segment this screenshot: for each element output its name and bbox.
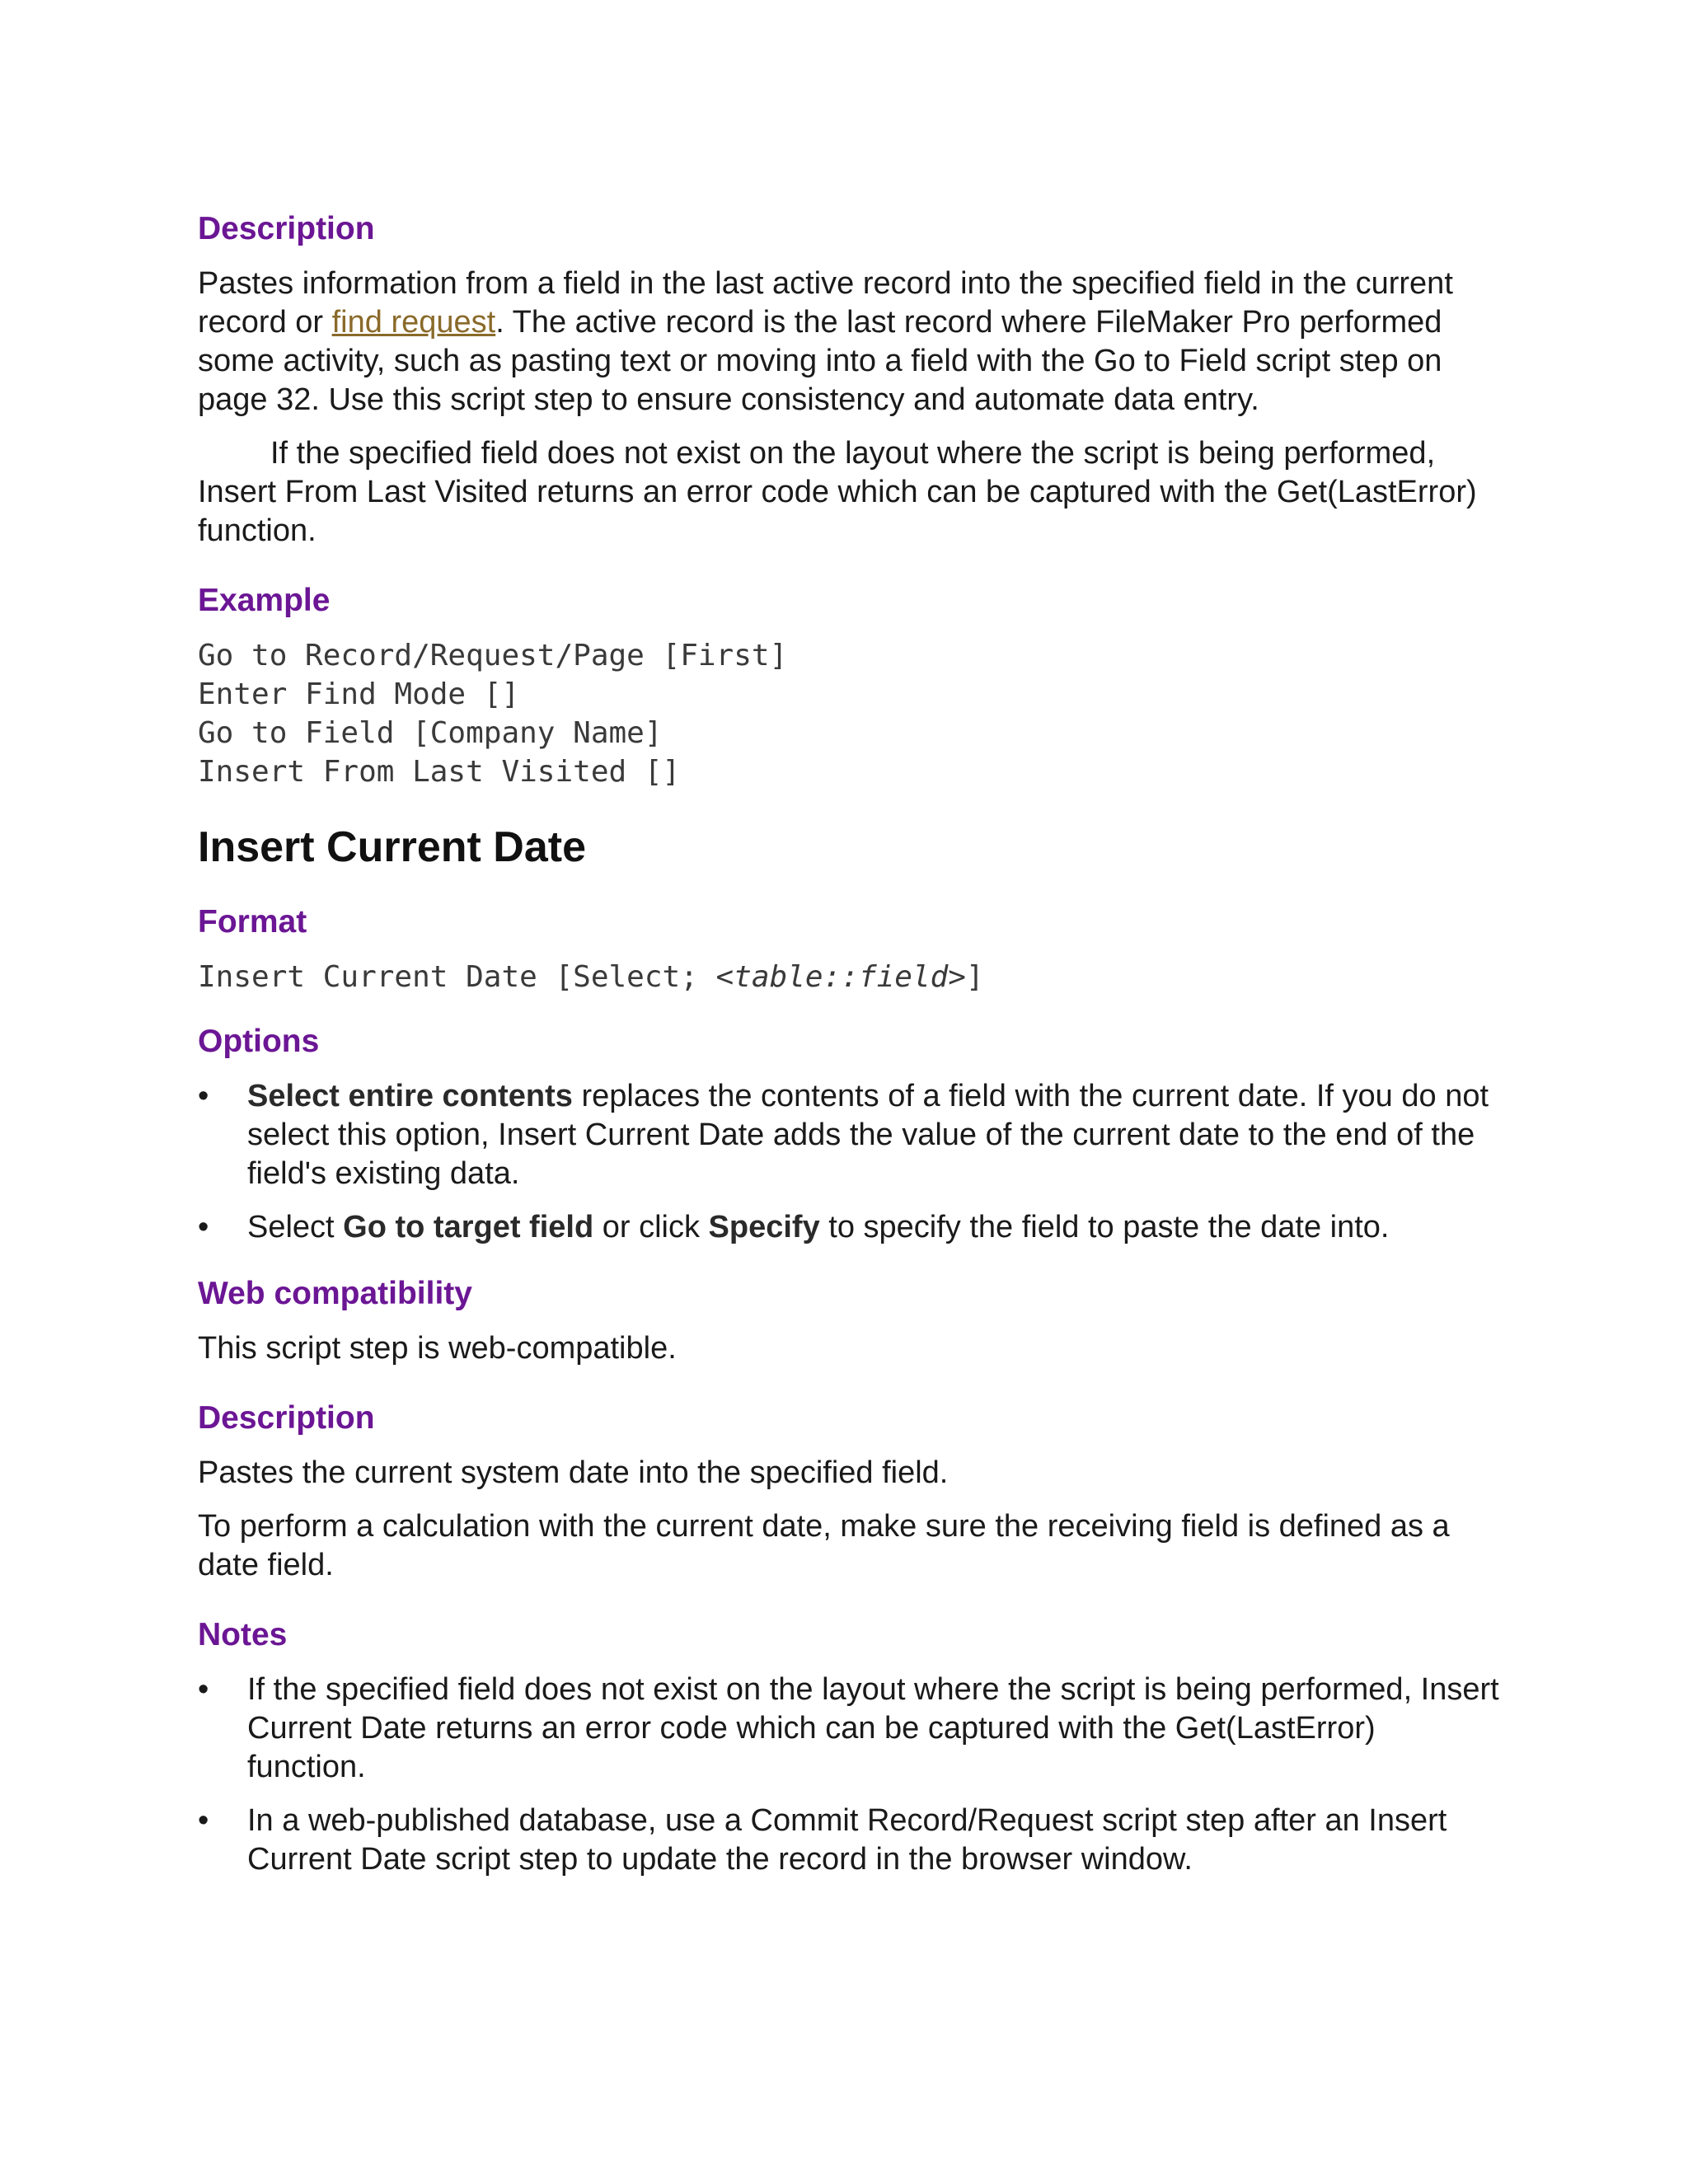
description-text-before-link: Pastes information from a field in the last active record into the specified field in the current record or [198,266,1453,340]
description-paragraph: Pastes the current system date into the specified field. [198,1455,949,1490]
option-name: Go to target field [343,1210,594,1244]
format-code-param: <table::field> [715,960,966,994]
web-compatibility-text: This script step is web-compatible. [198,1331,677,1366]
format-code [198,958,1500,996]
options-heading: Options [198,1024,320,1059]
example-code-line: Go to Field [Company Name] [198,716,663,750]
option-name: Specify [708,1210,820,1244]
description-paragraph: To perform a calculation with the current date, make sure the receiving field is defined as a date field. [198,1509,1450,1582]
bullet-icon: • [198,1210,209,1244]
example-code-line: Go to Record/Request/Page [First] [198,639,788,673]
note-text: If the specified field does not exist on the layout where the script is being performed, Insert Current Date returns an error code which can be captured with the Get(LastError) function. [247,1672,1499,1784]
bullet-icon: • [198,1803,209,1838]
example-heading: Example [198,583,331,618]
options-list [198,1077,1500,1247]
notes-list [198,1671,1500,1879]
option-text: replaces the contents of a field with the current date. If you do not select this option, Insert Current Date adds the value of the current date to the end of the field's existing data. [247,1079,1489,1191]
section-title: Insert Current Date [198,823,586,871]
notes-heading: Notes [198,1617,288,1652]
list-item [198,1208,1500,1247]
list-item [198,1077,1500,1193]
example-code-line: Insert From Last Visited [] [198,755,681,789]
option-text: Select [247,1210,344,1244]
list-item [198,1671,1500,1787]
description-heading: Description [198,211,375,246]
format-code-prefix: Insert Current Date [Select; [198,960,716,994]
format-heading: Format [198,904,307,940]
description-paragraph-1 [198,265,1500,419]
option-name: Select entire contents [247,1079,573,1113]
example-code-block [198,636,1500,791]
web-compatibility-heading: Web compatibility [198,1276,472,1311]
list-item [198,1802,1500,1879]
document-page [198,210,1500,1879]
option-text: to specify the field to paste the date into. [819,1210,1390,1244]
example-code-line: Enter Find Mode [] [198,677,520,711]
note-text: In a web-published database, use a Commit Record/Request script step after an Insert Current Date script step to update the record in the browser window. [247,1803,1447,1877]
bullet-icon: • [198,1079,209,1113]
find-request-link[interactable]: find request [331,305,496,340]
format-code-suffix: ] [965,960,984,994]
bullet-icon: • [198,1672,209,1707]
option-text: or click [593,1210,709,1244]
description-text-after-link: . The active record is the last record where FileMaker Pro performed some activity, such as pasting text or moving into a field with the Go to Field script step on page 32. Use this script step to ensure consistency and automate data entry. [198,305,1442,417]
description-heading: Description [198,1400,375,1436]
description-paragraph-2: If the specified field does not exist on the layout where the script is being performed, Insert From Last Visited returns an error code which can be captured with the Get(LastError) function. [198,436,1477,548]
